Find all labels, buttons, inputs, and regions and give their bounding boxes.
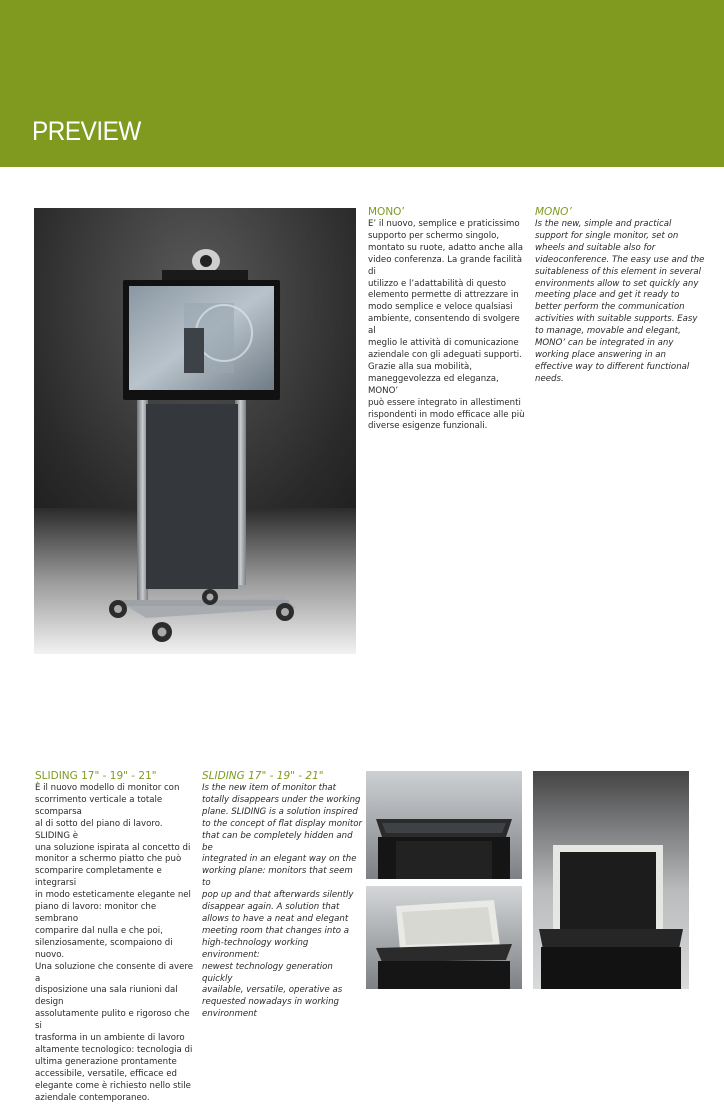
page-title: PREVIEW: [32, 116, 141, 146]
sliding-opening-photo: [366, 886, 522, 989]
mono-italian-column: [368, 206, 528, 433]
mono-text-en: Is the new, simple and practical support for single monitor, set on wheels and suitable also for videoconference. The easy use and the suitableness of this element in several environments allow to set quickly any meeting place and get it ready to better perform the communication activities with suitable supports. Easy to manage, movable and elegant, MONO’ can be integrated in any working place answering in an effective way to different functional needs.: [535, 219, 705, 384]
sliding-title-it: SLIDING 17" - 19" - 21": [35, 770, 157, 782]
mono-product-photo: [34, 208, 356, 654]
sliding-italian-column: [35, 770, 195, 1104]
mono-title-en: MONO’: [535, 206, 572, 218]
sliding-english-column: [202, 770, 362, 1021]
sliding-closed-photo: [366, 771, 522, 879]
header-band: [0, 0, 724, 167]
mono-text-it: E’ il nuovo, semplice e praticissimo supporto per schermo singolo, montato su ruote, adatto anche alla video conferenza. La grande facilità di utilizzo e l’adattabilità di questo elemento permette di attrezzare in modo semplice e veloce qualsiasi ambiente, consentendo di svolgere al meglio le attività di comunicazione aziendale con gli adeguati supporti. Grazie alla sua mobilità, maneggevolezza ed eleganza, MONO’ può essere integrato in allestimenti rispondenti in modo efficace alle più diverse esigenze funzionali.: [368, 219, 525, 432]
sliding-text-en: Is the new item of monitor that totally disappears under the working plane. SLIDING is a solution inspired to the concept of flat display monitor that can be completely hidden and be integrated in an elegant way on the working plane: monitors that seem to pop up and that afterwards silently disappear again. A solution that allows to have a neat and elegant meeting room that changes into a high-technology working environment: newest technology generation quickly available, versatile, operative as requested nowadays in working environment: [202, 783, 362, 1020]
sliding-text-it: È il nuovo modello di monitor con scorrimento verticale a totale scomparsa al di sotto del piano di lavoro. SLIDING è una soluzione ispirata al concetto di monitor a schermo piatto che può scomparire completamente e integrarsi in modo esteticamente elegante nel piano di lavoro: monitor che sembrano comparire dal nulla e che poi, silenziosamente, scompaiono di nuovo. Una soluzione che consente di avere a disposizione una sala riunioni dal design assolutamente pulito e rigoroso che si trasforma in un ambiente di lavoro altamente tecnologico: tecnologia di ultima generazione prontamente accessibile, versatile, efficace ed elegante come è richiesto nello stile aziendale contemporaneo.: [35, 783, 193, 1103]
sliding-open-photo: [533, 771, 689, 989]
sliding-title-en: SLIDING 17" - 19" - 21": [202, 770, 324, 782]
mono-title-it: MONO’: [368, 206, 405, 218]
mono-english-column: [535, 206, 710, 386]
